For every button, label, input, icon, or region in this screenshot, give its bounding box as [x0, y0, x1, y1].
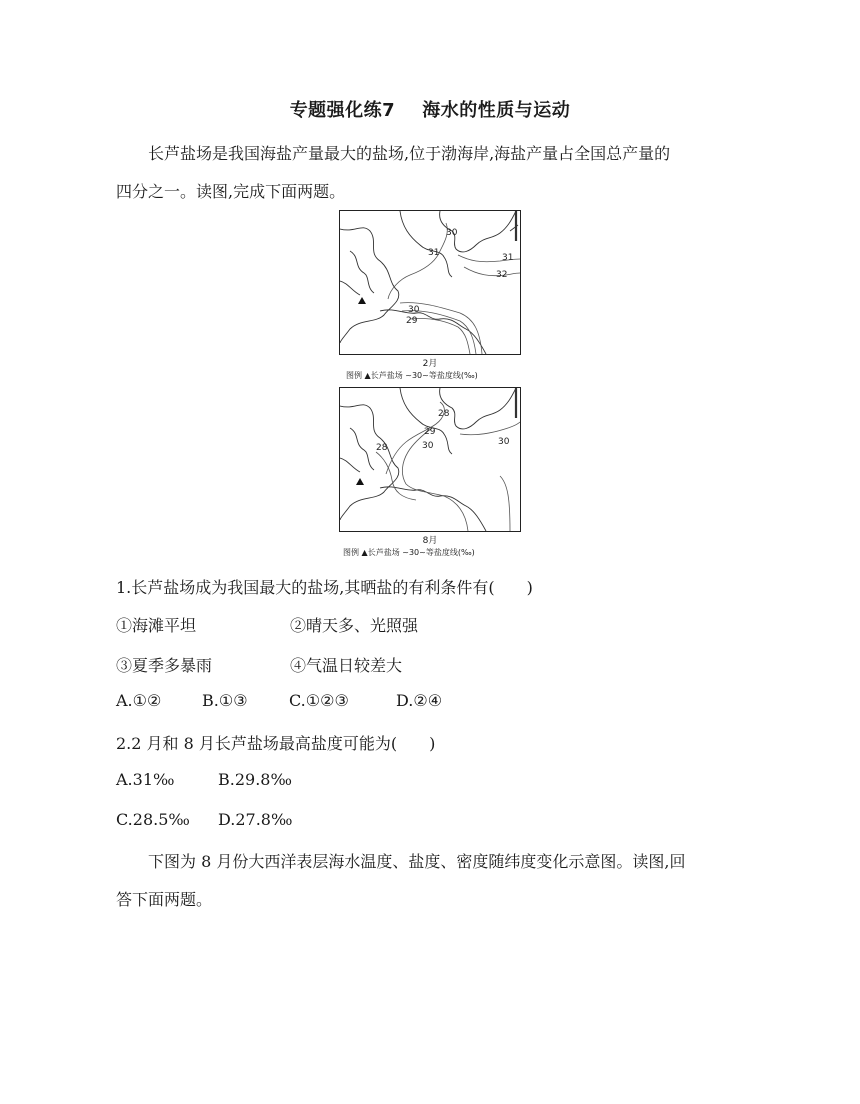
map-aug-month: 8月 [422, 536, 438, 546]
svg-text:30: 30 [422, 441, 434, 451]
svg-text:30: 30 [446, 228, 458, 238]
q1-condition-2: ②晴天多、光照强 [290, 616, 419, 635]
q2-option-b[interactable]: B.29.8‰ [218, 770, 292, 789]
intro-line-1: 长芦盐场是我国海盐产量最大的盐场,位于渤海岸,海盐产量占全国总产量的 [148, 144, 671, 163]
map-feb-drawing [340, 211, 520, 354]
map-aug-legend: 图例 ▲长芦盐场 ~30~等盐度线(‰) [343, 548, 475, 557]
title-sub: 海水的性质与运动 [422, 100, 571, 121]
q1-option-a[interactable]: A.①② [116, 691, 162, 710]
svg-text:30: 30 [498, 437, 510, 447]
title-main: 专题强化练7 [289, 100, 396, 121]
salt-works-marker-feb [358, 297, 366, 304]
q2-option-d[interactable]: D.27.8‰ [218, 810, 293, 829]
q1-option-b[interactable]: B.①③ [202, 691, 248, 710]
svg-text:32: 32 [496, 270, 508, 280]
question-2-stem: 2.2 月和 8 月长芦盐场最高盐度可能为( ) [116, 734, 436, 753]
salinity-map-february [339, 210, 521, 355]
page-title [0, 96, 860, 122]
q1-option-c[interactable]: C.①②③ [289, 691, 349, 710]
svg-text:29: 29 [406, 316, 418, 326]
q1-condition-1: ①海滩平坦 [116, 616, 197, 635]
svg-text:31: 31 [502, 253, 514, 263]
q1-condition-4: ④气温日较差大 [290, 656, 403, 675]
outro-line-2: 答下面两题。 [116, 890, 213, 909]
svg-text:31: 31 [428, 248, 440, 258]
q2-option-c[interactable]: C.28.5‰ [116, 810, 190, 829]
map-feb-month: 2月 [422, 359, 438, 369]
intro-line-2: 四分之一。读图,完成下面两题。 [116, 182, 346, 201]
outro-line-1: 下图为 8 月份大西洋表层海水温度、盐度、密度随纬度变化示意图。读图,回 [148, 852, 686, 871]
salt-works-marker-aug [356, 478, 364, 485]
q2-option-a[interactable]: A.31‰ [116, 770, 175, 789]
q1-option-d[interactable]: D.②④ [396, 691, 443, 710]
question-1-stem: 1.长芦盐场成为我国最大的盐场,其晒盐的有利条件有( ) [116, 578, 533, 597]
svg-text:28: 28 [438, 409, 450, 419]
svg-text:29: 29 [424, 427, 436, 437]
map-feb-legend: 图例 ▲长芦盐场 ~30~等盐度线(‰) [346, 371, 478, 380]
map-aug-drawing [340, 388, 520, 531]
svg-text:30: 30 [408, 305, 420, 315]
svg-text:28: 28 [376, 443, 388, 453]
salinity-map-august [339, 387, 521, 532]
q1-condition-3: ③夏季多暴雨 [116, 656, 213, 675]
